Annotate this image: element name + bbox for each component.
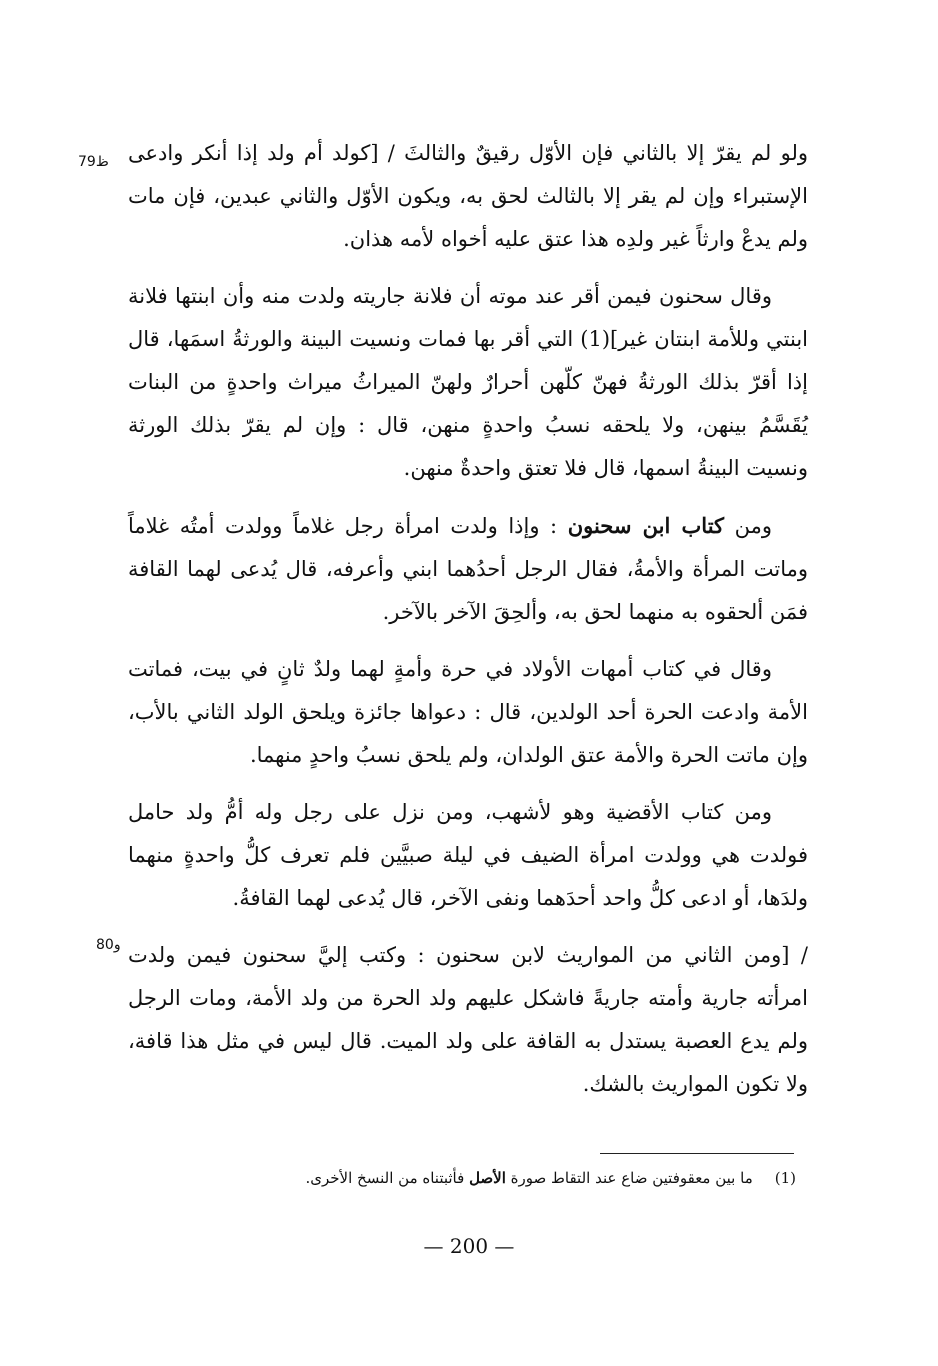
paragraph-1: ولو لم يقرّ إلا بالثاني فإن الأوّل رقيقٌ والثالثَ / [كولد أم ولد إذا أنكر وادعى الإستبراء وإن لم يقر إلا بالثالث لحق به، ويكون الأوّل والثاني عبدين، فإن مات ولم يدعْ وارثاً غير ولدِه هذا عتق عليه أخواه لأمه هذان. xyxy=(128,141,808,251)
bold-source-title: كتاب ابن سحنون xyxy=(567,513,725,538)
footnote: (1)ما بين معقوفتين ضاع عند التقاط صورة الأصل فأثبتناه من النسخ الأخرى. xyxy=(150,1166,796,1190)
page-number: — 200 — xyxy=(423,1234,515,1258)
paragraph-4: وقال في كتاب أمهات الأولاد في حرة وأمةٍ لهما ولدٌ ثانٍ في بيت، فماتت الأمة وادعت الحرة أحد الولدين، قال : دعواها جائزة ويلحق الولد الثاني بالأب، وإن ماتت الحرة والأمة عتق الولدان، ولم يلحق نسبُ واحدٍ منهما. xyxy=(128,657,808,767)
footnote-number: (1) xyxy=(774,1169,796,1187)
paragraph-3: ومن كتاب ابن سحنون : وإذا ولدت امرأة رجل غلاماً وولدت أمتُه غلاماً وماتت المرأة والأمةُ، فقال الرجل أحدُهما ابني وأعرفه، قال يُدعى لهما القافة فمَن ألحقوه به منهما لحق به، وألحِقَ الآخر بالآخر. xyxy=(128,513,808,624)
margin-note-folio-80: 80و xyxy=(96,937,121,953)
footnote-bold-word: الأصل xyxy=(469,1169,506,1187)
paragraph-2: وقال سحنون فيمن أقر عند موته أن فلانة جاريته ولدت منه وأن ابنتها فلانة ابنتي وللأمة ابنتان غير](1) التي أقر بها فمات ونسيت البينة والورثةُ اسمَها، قال إذا أقرّ بذلك الورثةُ فهنّ كلّهن أحرارٌ ولهنّ الميراثُ ميراث واحدةٍ من البنات يُقَسَّمُ بينهن، ولا يلحقه نسبُ واحدةٍ منهن، قال : وإن لم يقرّ بذلك الورثة ونسيت البينةُ اسمها، قال فلا تعتق واحدةٌ منهن. xyxy=(128,284,808,480)
main-text xyxy=(128,132,808,1120)
paragraph-5: ومن كتاب الأقضية وهو لأشهب، ومن نزل على رجل وله أمُّ ولد حامل فولدت هي وولدت امرأة الضيف في ليلة صبيَّين فلم تعرف كلُّ واحدةٍ منهما ولدَها، أو ادعى كلُّ واحد أحدَهما ونفى الآخر، قال يُدعى لهما القافةُ. xyxy=(128,800,808,910)
paragraph-6: / [ومن الثاني من المواريث لابن سحنون : وكتب إليَّ سحنون فيمن ولدت امرأته جارية وأمته جاريةً فاشكل عليهم ولد الحرة من ولد الأمة، ومات الرجل ولم يدع العصبة يستدل به القافة على ولد الميت. قال ليس في مثل هذا قافة، ولا تكون المواريث بالشك. xyxy=(128,943,808,1096)
margin-note-folio-79: 79ظ xyxy=(78,154,109,170)
footnote-divider xyxy=(600,1153,794,1154)
